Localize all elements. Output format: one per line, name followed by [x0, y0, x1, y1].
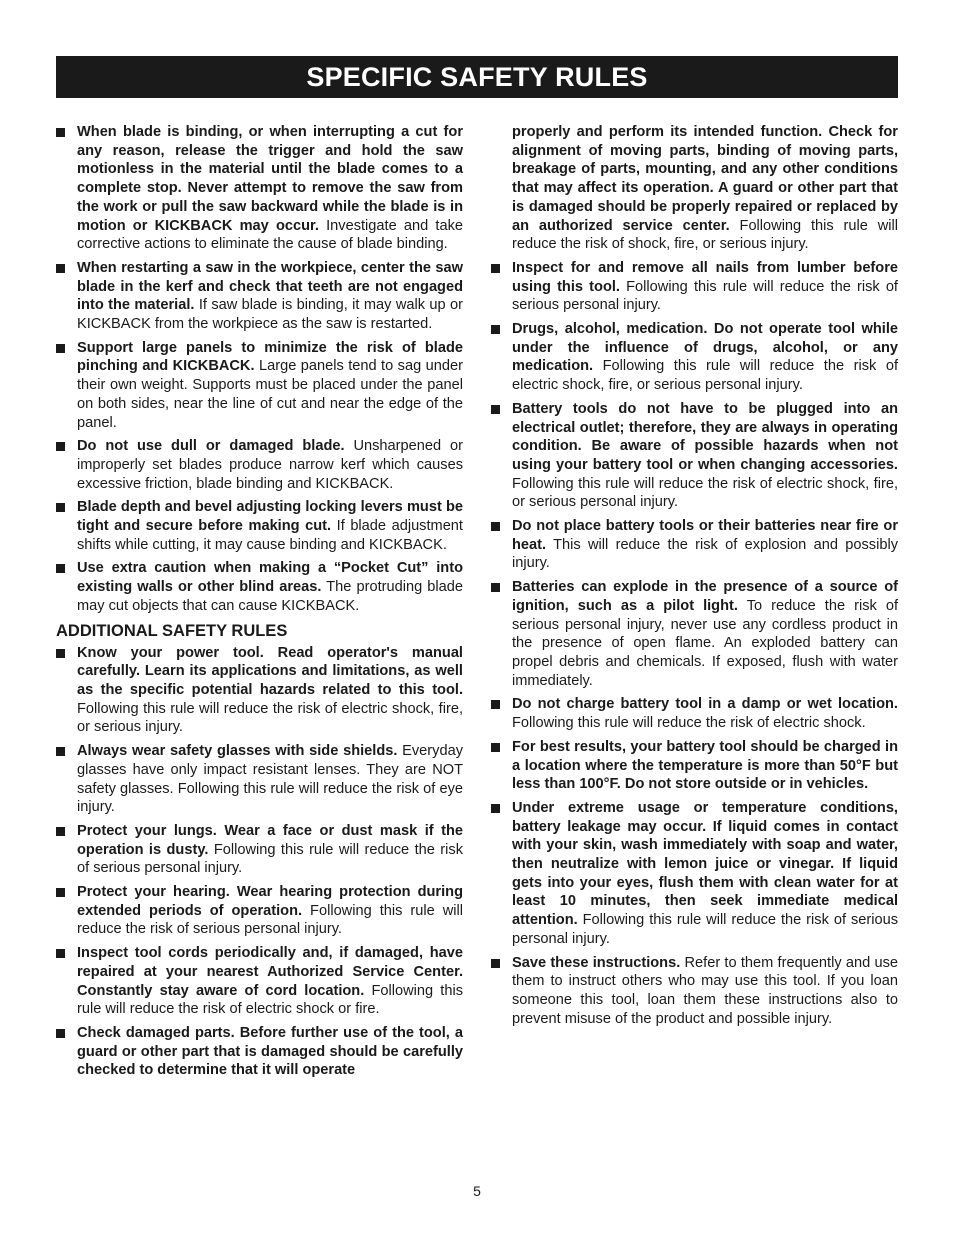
- rule-bold-text: Use extra caution when making a “Pocket Cut” into existing walls or other blind areas.: [77, 560, 463, 596]
- list-item: [491, 695, 898, 732]
- rule-plain-text: Following this rule will reduce the risk of serious personal injury.: [77, 902, 463, 938]
- list-item: [491, 954, 898, 1029]
- rule-plain-text: Following this rule will reduce the risk of shock, fire, or serious injury.: [512, 217, 898, 253]
- list-item: [491, 259, 898, 315]
- rule-plain-text: Following this rule will reduce the risk of electric shock.: [512, 715, 866, 732]
- rule-bold-text: Do not place battery tools or their batteries near fire or heat.: [512, 518, 898, 553]
- square-bullet-icon: [56, 949, 65, 958]
- rule-plain-text: Everyday glasses have only impact resistant lenses. They are NOT safety glasses. Following this rule will reduce the risk of eye injury.: [77, 743, 463, 816]
- list-item: [491, 517, 898, 573]
- square-bullet-icon: [56, 649, 65, 658]
- page-title: SPECIFIC SAFETY RULES: [56, 56, 898, 98]
- rule-plain-text: Large panels tend to sag under their own weight. Supports must be placed under the panel on both sides, near the line of cut and near the edge of the panel.: [77, 358, 463, 431]
- square-bullet-icon: [56, 827, 65, 836]
- rule-bold-text: Support large panels to minimize the risk of blade pinching and KICKBACK.: [77, 339, 463, 375]
- rule-bold-text: Always wear safety glasses with side shields.: [77, 743, 398, 760]
- rule-bold-text: Protect your hearing. Wear hearing protection during extended periods of operation.: [77, 884, 463, 919]
- rule-plain-text: To reduce the risk of serious personal injury, never use any cordless product in the presence of open flame. An exploded battery can propel debris and chemicals. If exposed, flush with water immediately.: [512, 597, 898, 689]
- square-bullet-icon: [491, 700, 500, 709]
- list-item: [491, 578, 898, 690]
- square-bullet-icon: [491, 522, 500, 531]
- continued-rule-text: [491, 123, 898, 254]
- list-item: [56, 437, 463, 493]
- square-bullet-icon: [56, 344, 65, 353]
- rule-plain-text: If blade adjustment shifts while cutting, it may cause binding and KICKBACK.: [77, 518, 463, 553]
- rule-plain-text: If saw blade is binding, it may walk up or KICKBACK from the workpiece as the saw is restarted.: [77, 297, 463, 333]
- rule-bold-text: When blade is binding, or when interrupting a cut for any reason, release the trigger and hold the saw motionless in the material until the blade comes to a complete stop. Never attempt to remove the saw from the work or pull the saw backward while the blade is in motion or KICKBACK may occur.: [77, 124, 463, 234]
- square-bullet-icon: [56, 128, 65, 137]
- square-bullet-icon: [56, 747, 65, 756]
- rule-bold-text: For best results, your battery tool should be charged in a location where the temperature is more than 50°F but less than 100°F. Do not store outside or in vehicles.: [512, 738, 898, 793]
- list-item: [56, 339, 463, 433]
- list-item: [56, 123, 463, 254]
- rule-plain-text: The protruding blade may cut objects that can cause KICKBACK.: [77, 579, 463, 614]
- additional-rules-list-continued: [491, 259, 898, 1028]
- rule-bold-text: Drugs, alcohol, medication. Do not operate tool while under the influence of drugs, alcohol, or any medication.: [512, 321, 898, 375]
- rule-plain-text: Following this rule will reduce the risk of electric shock, fire, or serious personal injury.: [512, 358, 898, 394]
- list-item: [56, 644, 463, 738]
- list-item: [56, 1024, 463, 1080]
- square-bullet-icon: [56, 888, 65, 897]
- rule-bold-text: Batteries can explode in the presence of a source of ignition, such as a pilot light.: [512, 579, 898, 614]
- square-bullet-icon: [491, 325, 500, 334]
- list-item: [491, 320, 898, 395]
- left-column: [56, 123, 463, 1085]
- rule-plain-text: Following this rule will reduce the risk of electric shock, fire, or serious personal injury.: [512, 475, 898, 511]
- page-number: 5: [473, 1183, 481, 1199]
- rule-bold-text: Inspect tool cords periodically and, if damaged, have repaired at your nearest Authorized Service Center. Constantly stay aware of cord location.: [77, 945, 463, 999]
- rule-plain-text: Refer to them frequently and use them to instruct others who may use this tool. If you loan someone this tool, loan them these instructions also to prevent misuse of the product and possible injury.: [512, 954, 898, 1027]
- square-bullet-icon: [491, 264, 500, 273]
- list-item: [56, 883, 463, 939]
- additional-rules-list: [56, 644, 463, 1080]
- rule-bold-text: Blade depth and bevel adjusting locking levers must be tight and secure before making cut.: [77, 499, 463, 535]
- list-item: [56, 259, 463, 334]
- square-bullet-icon: [56, 503, 65, 512]
- square-bullet-icon: [491, 743, 500, 752]
- rule-bold-text: Do not charge battery tool in a damp or wet location.: [512, 696, 898, 713]
- list-item: [56, 559, 463, 615]
- rule-plain-text: Unsharpened or improperly set blades produce narrow kerf which causes excessive friction, blade binding and KICKBACK.: [77, 438, 463, 492]
- list-item: [56, 944, 463, 1019]
- rule-bold-text: properly and perform its intended function. Check for alignment of moving parts, binding of moving parts, breakage of parts, mounting, and any other conditions that may affect its operation. A guard or other part that is damaged should be properly repaired or replaced by an authorized service center.: [512, 124, 898, 234]
- square-bullet-icon: [56, 1029, 65, 1038]
- rule-bold-text: Under extreme usage or temperature conditions, battery leakage may occur. If liquid comes in contact with your skin, wash immediately with soap and water, then neutralize with lemon juice or vinegar. If liquid gets into your eyes, flush them with clean water for at least 10 minutes, then seek immediate medical attention.: [512, 799, 898, 929]
- additional-rules-heading: ADDITIONAL SAFETY RULES: [56, 621, 288, 640]
- square-bullet-icon: [56, 264, 65, 273]
- rule-bold-text: Save these instructions.: [512, 954, 681, 971]
- right-column: [491, 123, 898, 1033]
- specific-rules-list: [56, 123, 463, 616]
- rule-plain-text: Following this rule will reduce the risk of electric shock or fire.: [77, 982, 463, 1018]
- rule-bold-text: Do not use dull or damaged blade.: [77, 438, 345, 455]
- list-item: [56, 742, 463, 817]
- rule-plain-text: Following this rule will reduce the risk of electric shock, fire, or serious injury.: [77, 700, 463, 736]
- rule-bold-text: Battery tools do not have to be plugged into an electrical outlet; therefore, they are always in operating condition. Be aware of possible hazards when not using your battery tool or when changing accessories.: [512, 400, 898, 473]
- list-item: [491, 799, 898, 949]
- square-bullet-icon: [491, 959, 500, 968]
- rule-bold-text: When restarting a saw in the workpiece, center the saw blade in the kerf and check that teeth are not engaged into the material.: [77, 259, 463, 314]
- list-item: [56, 498, 463, 554]
- square-bullet-icon: [491, 405, 500, 414]
- rule-bold-text: Protect your lungs. Wear a face or dust mask if the operation is dusty.: [77, 822, 463, 858]
- rule-plain-text: Investigate and take corrective actions to eliminate the cause of blade binding.: [77, 217, 463, 253]
- square-bullet-icon: [56, 564, 65, 573]
- list-item: [491, 400, 898, 512]
- rule-plain-text: This will reduce the risk of explosion and possibly injury.: [512, 536, 898, 572]
- square-bullet-icon: [491, 583, 500, 592]
- list-item: [56, 822, 463, 878]
- rule-bold-text: Inspect for and remove all nails from lumber before using this tool.: [512, 259, 898, 295]
- rule-plain-text: Following this rule will reduce the risk of serious personal injury.: [512, 278, 898, 314]
- square-bullet-icon: [491, 804, 500, 813]
- rule-bold-text: Check damaged parts. Before further use of the tool, a guard or other part that is damaged should be carefully checked to determine that it will operate: [77, 1024, 463, 1079]
- square-bullet-icon: [56, 442, 65, 451]
- rule-bold-text: Know your power tool. Read operator's manual carefully. Learn its applications and limitations, as well as the specific potential hazards related to this tool.: [77, 644, 463, 698]
- list-item: [491, 738, 898, 794]
- rule-plain-text: Following this rule will reduce the risk of serious personal injury.: [512, 912, 898, 947]
- rule-plain-text: Following this rule will reduce the risk of serious personal injury.: [77, 841, 463, 877]
